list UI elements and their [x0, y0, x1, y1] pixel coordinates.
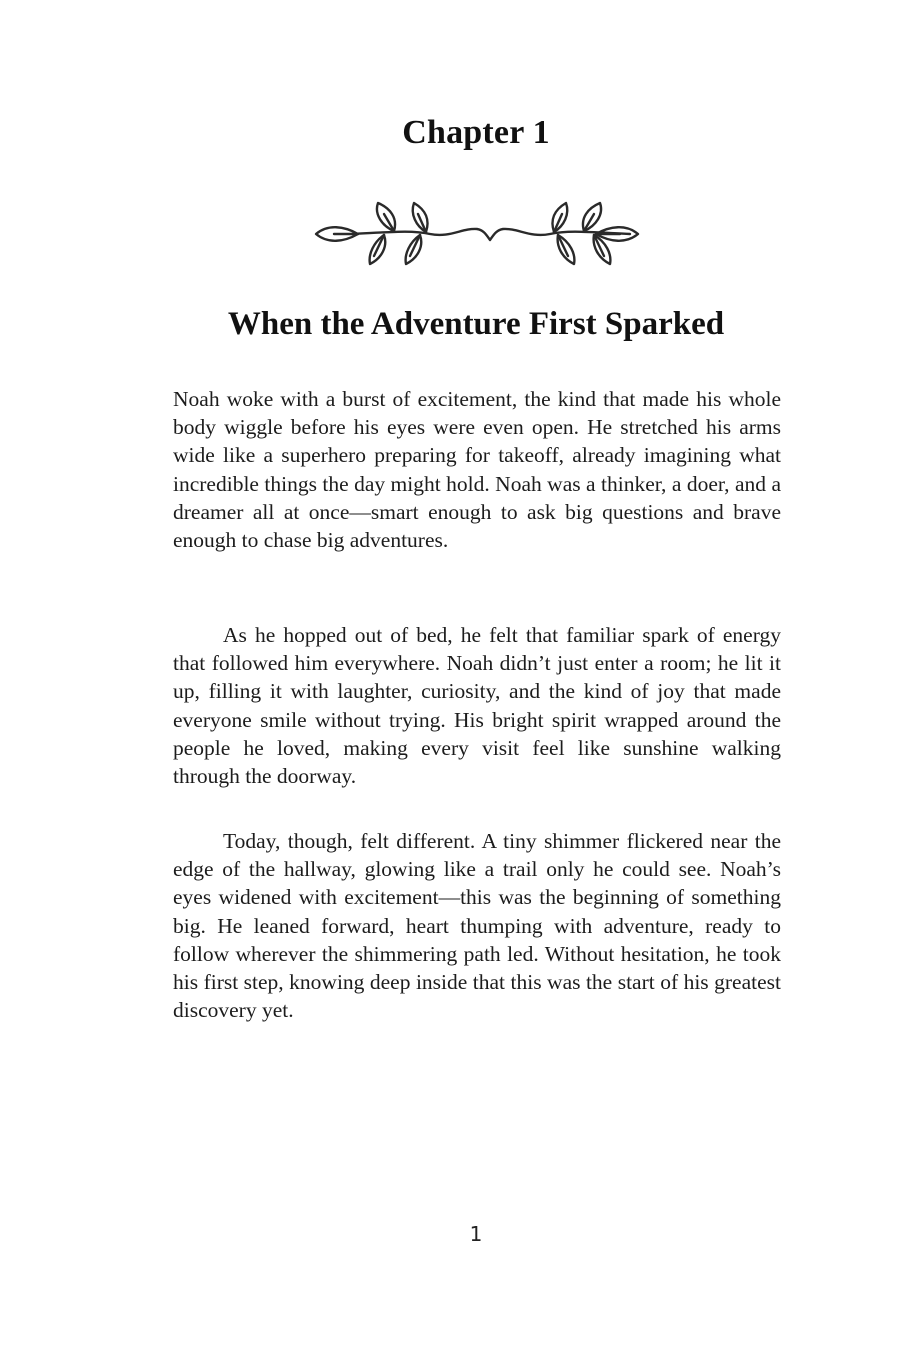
- paragraph-3: Today, though, felt different. A tiny shimmer flickered near the edge of the hallway, glowing like a trail only he could see. Noah’s eyes widened with excitement—this was the beginning of something big. He leaned forward, heart thumping with adventure, ready to follow wherever the shimmering path led. Without hesitation, he took his first step, knowing deep inside that this was the start of his greatest discovery yet.: [173, 829, 781, 1023]
- chapter-title: When the Adventure First Sparked: [227, 306, 725, 342]
- paragraph-2: As he hopped out of bed, he felt that familiar spark of energy that followed him everywhere. Noah didn’t just enter a room; he lit it up, filling it with laughter, curiosity, and the kind of joy that made everyone smile without trying. His bright spirit wrapped around the people he loved, making every visit feel like sunshine walking through the doorway.: [173, 623, 781, 789]
- chapter-label: Chapter 1: [402, 114, 550, 151]
- page-number: 1: [469, 1222, 483, 1246]
- laurel-vine-divider-icon: [312, 198, 642, 270]
- paragraph-1: Noah woke with a burst of excitement, the kind that made his whole body wiggle before his eyes were even open. He stretched his arms wide like a superhero preparing for takeoff, already imagining what incredible things the day might hold. Noah was a thinker, a doer, and a dreamer all at once—smart enough to ask big questions and brave enough to chase big adventures.: [173, 387, 781, 553]
